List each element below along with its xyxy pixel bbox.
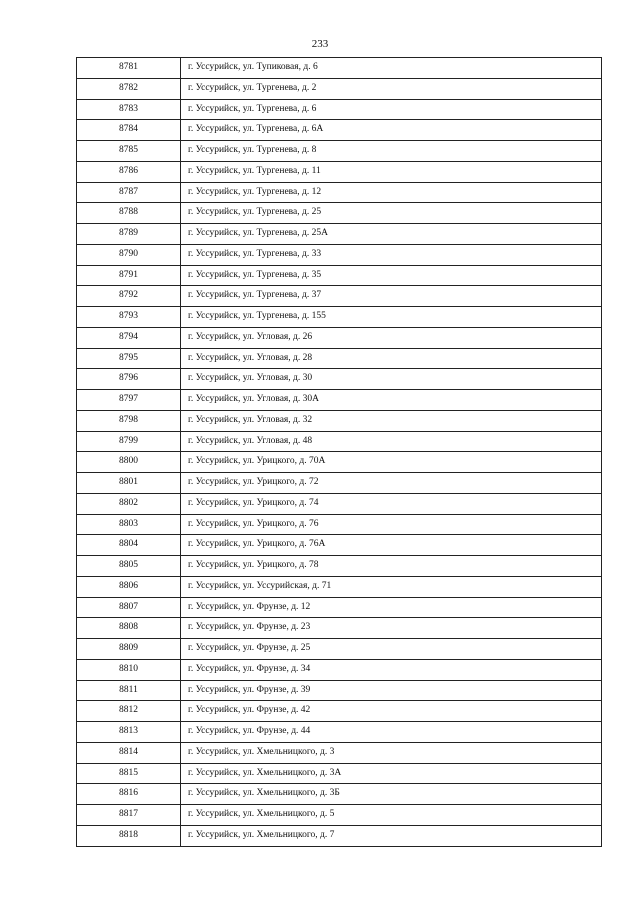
row-number: 8816 [77, 784, 181, 805]
row-number: 8818 [77, 825, 181, 846]
row-address: г. Уссурийск, ул. Тупиковая, д. 6 [181, 58, 602, 79]
row-address: г. Уссурийск, ул. Урицкого, д. 76 [181, 514, 602, 535]
row-number: 8815 [77, 763, 181, 784]
address-table-body [77, 58, 602, 847]
row-address: г. Уссурийск, ул. Урицкого, д. 74 [181, 493, 602, 514]
table-row [77, 161, 602, 182]
row-number: 8788 [77, 203, 181, 224]
row-number: 8785 [77, 141, 181, 162]
row-number: 8791 [77, 265, 181, 286]
row-number: 8803 [77, 514, 181, 535]
table-row [77, 535, 602, 556]
row-number: 8797 [77, 390, 181, 411]
table-row [77, 639, 602, 660]
row-number: 8812 [77, 701, 181, 722]
row-number: 8801 [77, 473, 181, 494]
table-row [77, 286, 602, 307]
row-number: 8806 [77, 576, 181, 597]
row-address: г. Уссурийск, ул. Уссурийская, д. 71 [181, 576, 602, 597]
row-address: г. Уссурийск, ул. Фрунзе, д. 42 [181, 701, 602, 722]
table-row [77, 825, 602, 846]
row-address: г. Уссурийск, ул. Угловая, д. 28 [181, 348, 602, 369]
row-address: г. Уссурийск, ул. Фрунзе, д. 23 [181, 618, 602, 639]
row-number: 8808 [77, 618, 181, 639]
row-address: г. Уссурийск, ул. Хмельницкого, д. 3А [181, 763, 602, 784]
table-row [77, 805, 602, 826]
table-row [77, 307, 602, 328]
row-address: г. Уссурийск, ул. Тургенева, д. 11 [181, 161, 602, 182]
row-address: г. Уссурийск, ул. Угловая, д. 48 [181, 431, 602, 452]
row-number: 8817 [77, 805, 181, 826]
row-number: 8789 [77, 224, 181, 245]
row-number: 8784 [77, 120, 181, 141]
table-row [77, 576, 602, 597]
table-row [77, 244, 602, 265]
row-number: 8813 [77, 722, 181, 743]
row-address: г. Уссурийск, ул. Тургенева, д. 6А [181, 120, 602, 141]
row-address: г. Уссурийск, ул. Фрунзе, д. 12 [181, 597, 602, 618]
table-row [77, 58, 602, 79]
table-row [77, 742, 602, 763]
row-address: г. Уссурийск, ул. Фрунзе, д. 25 [181, 639, 602, 660]
row-number: 8781 [77, 58, 181, 79]
row-number: 8809 [77, 639, 181, 660]
row-number: 8802 [77, 493, 181, 514]
row-address: г. Уссурийск, ул. Фрунзе, д. 39 [181, 680, 602, 701]
row-number: 8800 [77, 452, 181, 473]
row-number: 8795 [77, 348, 181, 369]
table-row [77, 493, 602, 514]
table-row [77, 203, 602, 224]
row-address: г. Уссурийск, ул. Фрунзе, д. 44 [181, 722, 602, 743]
table-row [77, 390, 602, 411]
table-row [77, 784, 602, 805]
row-address: г. Уссурийск, ул. Урицкого, д. 72 [181, 473, 602, 494]
table-row [77, 327, 602, 348]
row-address: г. Уссурийск, ул. Урицкого, д. 78 [181, 556, 602, 577]
table-row [77, 265, 602, 286]
table-row [77, 556, 602, 577]
table-row [77, 431, 602, 452]
row-address: г. Уссурийск, ул. Хмельницкого, д. 3Б [181, 784, 602, 805]
table-row [77, 763, 602, 784]
table-row [77, 618, 602, 639]
table-row [77, 369, 602, 390]
row-address: г. Уссурийск, ул. Урицкого, д. 76А [181, 535, 602, 556]
row-number: 8783 [77, 99, 181, 120]
row-number: 8790 [77, 244, 181, 265]
row-address: г. Уссурийск, ул. Тургенева, д. 25 [181, 203, 602, 224]
table-row [77, 514, 602, 535]
row-number: 8798 [77, 410, 181, 431]
row-address: г. Уссурийск, ул. Угловая, д. 26 [181, 327, 602, 348]
table-row [77, 680, 602, 701]
row-number: 8814 [77, 742, 181, 763]
table-row [77, 141, 602, 162]
table-row [77, 410, 602, 431]
row-address: г. Уссурийск, ул. Тургенева, д. 35 [181, 265, 602, 286]
row-number: 8794 [77, 327, 181, 348]
table-row [77, 452, 602, 473]
table-row [77, 659, 602, 680]
row-number: 8807 [77, 597, 181, 618]
row-number: 8792 [77, 286, 181, 307]
row-address: г. Уссурийск, ул. Тургенева, д. 8 [181, 141, 602, 162]
page-number: 233 [311, 38, 329, 50]
row-address: г. Уссурийск, ул. Тургенева, д. 12 [181, 182, 602, 203]
address-table [76, 57, 602, 847]
row-address: г. Уссурийск, ул. Угловая, д. 30 [181, 369, 602, 390]
row-number: 8810 [77, 659, 181, 680]
row-address: г. Уссурийск, ул. Тургенева, д. 6 [181, 99, 602, 120]
row-number: 8786 [77, 161, 181, 182]
row-address: г. Уссурийск, ул. Тургенева, д. 25А [181, 224, 602, 245]
row-address: г. Уссурийск, ул. Тургенева, д. 37 [181, 286, 602, 307]
table-row [77, 78, 602, 99]
row-number: 8793 [77, 307, 181, 328]
table-row [77, 701, 602, 722]
row-number: 8796 [77, 369, 181, 390]
row-number: 8787 [77, 182, 181, 203]
table-row [77, 120, 602, 141]
row-number: 8782 [77, 78, 181, 99]
row-address: г. Уссурийск, ул. Тургенева, д. 155 [181, 307, 602, 328]
table-row [77, 473, 602, 494]
row-number: 8811 [77, 680, 181, 701]
table-row [77, 597, 602, 618]
table-row [77, 348, 602, 369]
table-row [77, 182, 602, 203]
table-row [77, 224, 602, 245]
row-address: г. Уссурийск, ул. Угловая, д. 30А [181, 390, 602, 411]
row-address: г. Уссурийск, ул. Урицкого, д. 70А [181, 452, 602, 473]
row-address: г. Уссурийск, ул. Хмельницкого, д. 5 [181, 805, 602, 826]
row-address: г. Уссурийск, ул. Тургенева, д. 2 [181, 78, 602, 99]
table-row [77, 99, 602, 120]
table-row [77, 722, 602, 743]
row-address: г. Уссурийск, ул. Угловая, д. 32 [181, 410, 602, 431]
row-number: 8805 [77, 556, 181, 577]
row-number: 8799 [77, 431, 181, 452]
row-number: 8804 [77, 535, 181, 556]
row-address: г. Уссурийск, ул. Хмельницкого, д. 7 [181, 825, 602, 846]
row-address: г. Уссурийск, ул. Тургенева, д. 33 [181, 244, 602, 265]
row-address: г. Уссурийск, ул. Фрунзе, д. 34 [181, 659, 602, 680]
row-address: г. Уссурийск, ул. Хмельницкого, д. 3 [181, 742, 602, 763]
